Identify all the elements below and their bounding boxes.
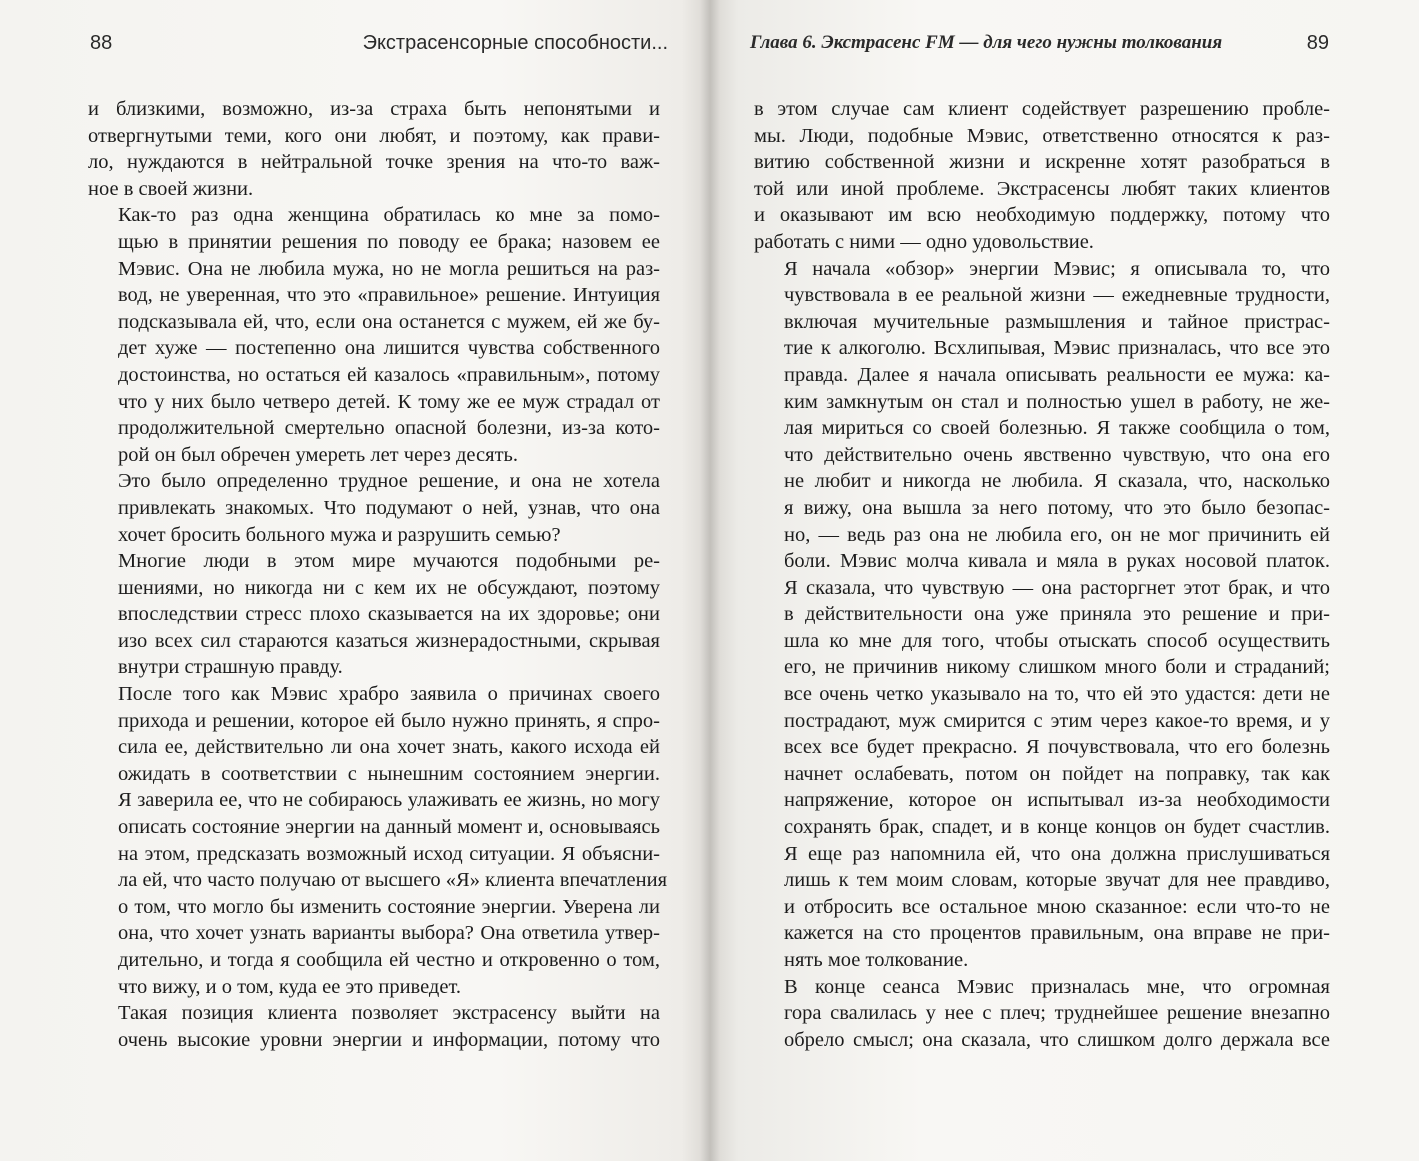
text-line: Я заверила ее, что не собираюсь улаживать ее жизнь, но могу	[118, 789, 660, 812]
text-line: ожидать в соответствии с нынешним состоянием энергии.	[118, 762, 660, 785]
text-line: всех все будет прекрасно. Я почувствовала, что его болезнь	[784, 736, 1330, 759]
text-line: привлекать знакомых. Что подумают о ней, узнав, что она	[118, 496, 660, 519]
text-line: нять мое толкование.	[784, 949, 969, 971]
text-line: отвергнутыми теми, кого они любят, и поэтому, как прави-	[88, 124, 660, 147]
text-line: ким замкнутым он стал и полностью ушел в работу, не же-	[784, 390, 1330, 413]
text-line: витию собственной жизни и искренне хотят разобраться в	[754, 151, 1330, 174]
page-body-text	[754, 96, 1330, 1053]
text-line: чувствовала в ее реальной жизни — ежедневные трудности,	[784, 284, 1330, 307]
text-line: тие к алкоголю. Всхлипывая, Мэвис призналась, что все это	[784, 337, 1330, 360]
paragraph	[754, 974, 1330, 1054]
text-line: обрело смысл; она сказала, что слишком долго держала все	[784, 1028, 1330, 1051]
text-line: Я сказала, что чувствую — она расторгнет этот брак, и что	[784, 576, 1330, 599]
text-line: шениями, но никогда ни с кем их не обсуждают, поэтому	[118, 576, 660, 599]
text-line: Многие люди в этом мире мучаются подобными ре-	[118, 550, 660, 573]
text-line: Я начала «обзор» энергии Мэвис; я описывала то, что	[784, 257, 1330, 280]
text-line: вод, не уверенная, что это «правильное» решение. Интуиция	[118, 284, 660, 307]
text-line: мы. Люди, подобные Мэвис, ответственно относятся к раз-	[754, 124, 1330, 147]
text-line: работать с ними — одно удовольствие.	[754, 230, 1094, 253]
text-line: сила ее, действительно ли она хочет знать, какого исхода ей	[118, 736, 660, 759]
text-line: кажется на сто процентов правильным, она вправе не при-	[784, 922, 1330, 945]
text-line: В конце сеанса Мэвис призналась мне, что огромная	[784, 975, 1330, 998]
text-line: ло, нуждаются в нейтральной точке зрения на что-то важ-	[88, 151, 660, 174]
paragraph	[88, 468, 660, 548]
text-line: Мэвис. Она не любила мужа, но не могла решиться на раз-	[118, 257, 660, 280]
text-line: той или иной проблеме. Экстрасенсы любят таких клиентов	[754, 177, 1330, 200]
text-line: в действительности она уже приняла это решение и при-	[784, 603, 1330, 626]
page-number: 89	[1306, 32, 1329, 54]
paragraph	[88, 96, 660, 202]
text-line: не любит и никогда не любила. Я сказала, что, насколько	[784, 470, 1330, 493]
text-line: впоследствии стресс плохо сказывается на их здоровье; они	[118, 603, 660, 626]
text-line: внутри страшную правду.	[118, 656, 343, 679]
text-line: сохранять брак, спадет, и в конце концов он будет счастлив.	[784, 816, 1330, 839]
text-line: гора свалилась у нее с плеч; труднейшее решение внезапно	[784, 1002, 1330, 1025]
text-line: все очень четко указывало на то, что ей это удастся: дети не	[784, 683, 1330, 706]
text-line: начнет ослабевать, потом он пойдет на поправку, так как	[784, 762, 1330, 785]
text-line: хочет бросить больного мужа и разрушить семью?	[118, 523, 561, 546]
text-line: правда. Далее я начала описывать реальности ее мужа: ка-	[784, 363, 1330, 386]
text-line: описать состояние энергии на данный момент и, основываясь	[118, 816, 660, 839]
text-line: ное в своей жизни.	[88, 177, 254, 200]
text-line: что действительно очень явственно чувствую, что она его	[784, 443, 1330, 466]
text-line: дет хуже — постепенно она лишится чувства собственного	[118, 337, 660, 360]
text-line: Как-то раз одна женщина обратилась ко мне за помо-	[118, 204, 660, 227]
paragraph	[754, 96, 1330, 256]
text-line: но, — ведь раз она не любила его, он не мог причинить ей	[784, 523, 1330, 546]
text-line: лая мириться со своей болезнью. Я также сообщила о том,	[784, 417, 1330, 440]
text-line: включая мучительные размышления и тайное пристрас-	[784, 310, 1330, 333]
text-line: его, не причинив никому слишком много боли и страданий;	[784, 656, 1330, 679]
page-body-text	[88, 96, 667, 1053]
text-line: прихода и решении, которое ей было нужно принять, я спро-	[118, 709, 660, 732]
paragraph	[754, 256, 1330, 974]
text-line: Я еще раз напомнила ей, что она должна прислушиваться	[784, 842, 1330, 865]
text-line: достоинства, но остаться ей казалось «правильным», потому	[118, 363, 660, 386]
text-line: щью в принятии решения по поводу ее брака; назовем ее	[118, 230, 660, 253]
text-line: очень высокие уровни энергии и информации, потому что	[118, 1028, 660, 1051]
text-line: лишь к тем моим словам, которые звучат для нее правдиво,	[784, 869, 1330, 892]
text-line: и близкими, возможно, из-за страха быть непонятыми и	[88, 98, 660, 120]
text-line: и оказывают им всю необходимую поддержку, потому что	[754, 204, 1330, 227]
paragraph	[88, 1000, 660, 1053]
text-line: изо всех сил стараются казаться жизнерадостными, скрывая	[118, 629, 660, 652]
text-line: она, что хочет узнать варианты выбора? Она ответила утвер-	[118, 922, 660, 945]
page-number: 88	[90, 32, 113, 54]
text-line: После того как Мэвис храбро заявила о причинах своего	[118, 683, 660, 706]
text-line: Это было определенно трудное решение, и она не хотела	[118, 470, 660, 493]
text-line: что у них было четверо детей. К тому же ее муж страдал от	[118, 390, 660, 413]
text-line: я вижу, она вышла за него потому, что это было безопас-	[784, 496, 1330, 519]
running-title: Экстрасенсорные способности...	[362, 32, 668, 54]
text-line: рой он был обречен умереть лет через десять.	[118, 443, 519, 466]
paragraph	[88, 548, 660, 681]
text-line: продолжительной смертельно опасной болезни, из-за кото-	[118, 417, 660, 440]
paragraph	[88, 681, 667, 1000]
paragraph	[88, 202, 660, 468]
text-line: напряжение, которое он испытывал из-за необходимости	[784, 789, 1330, 812]
text-line: ла ей, что часто получаю от высшего «Я» клиента впечатления	[118, 869, 667, 892]
text-line: на этом, предсказать возможный исход ситуации. Я объясни-	[118, 842, 660, 865]
text-line: Такая позиция клиента позволяет экстрасенсу выйти на	[118, 1002, 660, 1025]
text-line: что вижу, и о том, куда ее это приведет.	[118, 975, 461, 998]
text-line: шла ко мне для того, чтобы отыскать способ осуществить	[784, 629, 1330, 652]
text-line: боли. Мэвис молча кивала и мяла в руках носовой платок.	[784, 550, 1330, 573]
text-line: и отбросить все остальное мною сказанное: если что-то не	[784, 895, 1330, 918]
text-line: о том, что могло бы изменить состояние энергии. Уверена ли	[118, 895, 660, 918]
text-line: подсказывала ей, что, если она останется с мужем, ей же бу-	[118, 310, 660, 333]
text-line: в этом случае сам клиент содействует разрешению пробле-	[754, 98, 1330, 120]
right-page	[710, 0, 1419, 1161]
text-line: дительно, и тогда я сообщила ей честно и откровенно о том,	[118, 949, 660, 971]
text-line: пострадают, муж смирится с этим через какое-то время, и у	[784, 709, 1330, 732]
running-title: Глава 6. Экстрасенс FM — для чего нужны толкования	[750, 32, 1223, 53]
